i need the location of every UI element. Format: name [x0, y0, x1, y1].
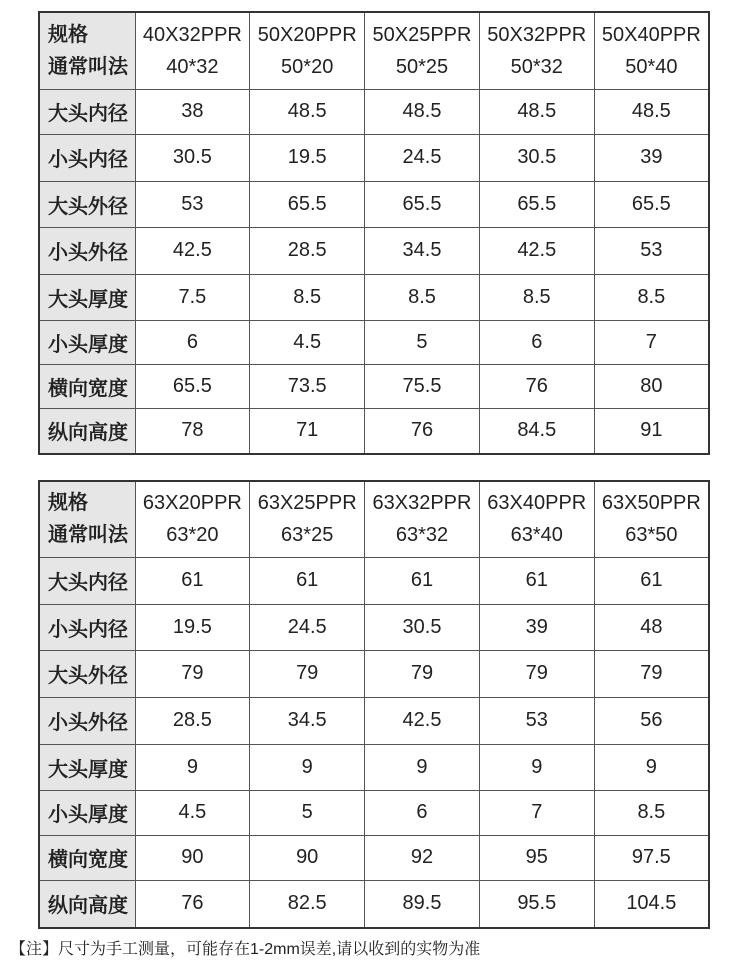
- column-header: [250, 481, 365, 557]
- table-cell: 79: [365, 650, 480, 697]
- header-label-cell: [39, 12, 135, 89]
- table-row: [39, 604, 709, 650]
- table-cell: 61: [479, 557, 594, 604]
- table-cell: 53: [594, 227, 709, 274]
- column-name: 50*40: [625, 55, 678, 78]
- table-row: [39, 274, 709, 320]
- row-label: 大头内径: [39, 557, 135, 604]
- table-cell: 90: [250, 835, 365, 880]
- table-cell: 92: [365, 835, 480, 880]
- table-cell: 53: [135, 181, 250, 227]
- table-cell: 24.5: [365, 134, 480, 181]
- table-cell: 42.5: [365, 697, 480, 744]
- table-cell: 84.5: [479, 408, 594, 454]
- table-cell: 8.5: [594, 790, 709, 835]
- row-label: 大头厚度: [39, 744, 135, 790]
- table-cell: 65.5: [479, 181, 594, 227]
- header-row: [39, 481, 709, 557]
- table-row: [39, 835, 709, 880]
- row-label: 小头外径: [39, 227, 135, 274]
- row-label: 大头内径: [39, 89, 135, 134]
- column-spec: 50X20PPR: [257, 23, 357, 46]
- column-spec: 63X20PPR: [142, 492, 242, 515]
- table-cell: 76: [479, 364, 594, 408]
- column-name: 50*25: [395, 55, 449, 78]
- table-cell: 48.5: [594, 89, 709, 134]
- table-cell: 78: [135, 408, 250, 454]
- row-label: 小头厚度: [39, 320, 135, 364]
- column-header: [135, 12, 250, 89]
- table-cell: 53: [479, 697, 594, 744]
- table-cell: 9: [479, 744, 594, 790]
- column-spec: 40X32PPR: [142, 23, 242, 46]
- table-cell: 5: [250, 790, 365, 835]
- table-cell: 71: [250, 408, 365, 454]
- table-cell: 90: [135, 835, 250, 880]
- table-cell: 76: [135, 880, 250, 928]
- header-label-cell: [39, 481, 135, 557]
- row-label: 小头厚度: [39, 790, 135, 835]
- table-cell: 34.5: [250, 697, 365, 744]
- column-name: 40*32: [166, 55, 219, 78]
- table-cell: 39: [479, 604, 594, 650]
- table-cell: 79: [479, 650, 594, 697]
- table-cell: 4.5: [135, 790, 250, 835]
- table-cell: 61: [250, 557, 365, 604]
- table-row: [39, 181, 709, 227]
- table-cell: 8.5: [479, 274, 594, 320]
- table-row: [39, 557, 709, 604]
- column-name: 63*40: [510, 524, 563, 547]
- table-cell: 6: [365, 790, 480, 835]
- table-row: [39, 364, 709, 408]
- table-row: [39, 134, 709, 181]
- column-spec: 63X40PPR: [487, 492, 587, 515]
- table-cell: 39: [594, 134, 709, 181]
- table-cell: 38: [135, 89, 250, 134]
- table-cell: 65.5: [135, 364, 250, 408]
- row-label: 小头外径: [39, 697, 135, 744]
- table-cell: 75.5: [365, 364, 480, 408]
- table-cell: 79: [135, 650, 250, 697]
- table-cell: 8.5: [594, 274, 709, 320]
- column-name: 50*32: [510, 55, 563, 78]
- column-header: [594, 12, 709, 89]
- table-cell: 19.5: [250, 134, 365, 181]
- table-cell: 61: [135, 557, 250, 604]
- table-row: [39, 227, 709, 274]
- header-label-spec: 规格: [48, 23, 88, 46]
- table-cell: 30.5: [365, 604, 480, 650]
- table-cell: 65.5: [594, 181, 709, 227]
- column-header: [365, 481, 480, 557]
- column-name: 63*20: [166, 524, 219, 547]
- table-cell: 7: [594, 320, 709, 364]
- table-cell: 65.5: [250, 181, 365, 227]
- column-header: [135, 481, 250, 557]
- table-cell: 6: [479, 320, 594, 364]
- row-label: 大头厚度: [39, 274, 135, 320]
- table-cell: 79: [250, 650, 365, 697]
- table-cell: 9: [135, 744, 250, 790]
- table-row: [39, 89, 709, 134]
- table-cell: 28.5: [135, 697, 250, 744]
- table-cell: 73.5: [250, 364, 365, 408]
- footnote: 【注】尺寸为手工测量，可能存在1-2mm误差,请以收到的实物为准: [10, 941, 481, 958]
- table-row: [39, 744, 709, 790]
- table-cell: 9: [250, 744, 365, 790]
- table-cell: 61: [365, 557, 480, 604]
- table-cell: 30.5: [479, 134, 594, 181]
- header-label-spec: 规格: [48, 492, 88, 515]
- row-label: 横向宽度: [39, 364, 135, 408]
- table-cell: 42.5: [135, 227, 250, 274]
- spec-table-2: [38, 480, 710, 929]
- row-label: 横向宽度: [39, 835, 135, 880]
- table-cell: 79: [594, 650, 709, 697]
- column-header: [594, 481, 709, 557]
- table-cell: 19.5: [135, 604, 250, 650]
- column-spec: 50X32PPR: [487, 23, 587, 46]
- table-cell: 91: [594, 408, 709, 454]
- row-label: 大头外径: [39, 181, 135, 227]
- column-name: 63*32: [395, 524, 449, 547]
- table-row: [39, 790, 709, 835]
- table-cell: 34.5: [365, 227, 480, 274]
- table-cell: 7.5: [135, 274, 250, 320]
- table-cell: 48.5: [479, 89, 594, 134]
- table-cell: 48.5: [250, 89, 365, 134]
- header-row: [39, 12, 709, 89]
- table-cell: 7: [479, 790, 594, 835]
- table-cell: 5: [365, 320, 480, 364]
- header-label-name: 通常叫法: [48, 55, 128, 78]
- table-cell: 95.5: [479, 880, 594, 928]
- header-label-name: 通常叫法: [48, 524, 128, 547]
- column-spec: 63X50PPR: [601, 492, 701, 515]
- table-cell: 30.5: [135, 134, 250, 181]
- table-cell: 28.5: [250, 227, 365, 274]
- table-cell: 42.5: [479, 227, 594, 274]
- column-spec: 63X32PPR: [372, 492, 472, 515]
- column-header: [479, 12, 594, 89]
- table-cell: 80: [594, 364, 709, 408]
- table-cell: 95: [479, 835, 594, 880]
- table-cell: 6: [135, 320, 250, 364]
- row-label: 纵向高度: [39, 880, 135, 928]
- table-cell: 9: [365, 744, 480, 790]
- spec-table-1: [38, 11, 710, 455]
- table-cell: 89.5: [365, 880, 480, 928]
- column-spec: 63X25PPR: [257, 492, 357, 515]
- table-cell: 4.5: [250, 320, 365, 364]
- table-cell: 48: [594, 604, 709, 650]
- table-row: [39, 880, 709, 928]
- table-cell: 24.5: [250, 604, 365, 650]
- column-spec: 50X40PPR: [601, 23, 701, 46]
- table-cell: 9: [594, 744, 709, 790]
- column-name: 63*25: [281, 524, 334, 547]
- column-spec: 50X25PPR: [372, 23, 472, 46]
- table-cell: 65.5: [365, 181, 480, 227]
- row-label: 小头内径: [39, 134, 135, 181]
- table-cell: 61: [594, 557, 709, 604]
- row-label: 大头外径: [39, 650, 135, 697]
- column-header: [479, 481, 594, 557]
- table-cell: 82.5: [250, 880, 365, 928]
- table-cell: 56: [594, 697, 709, 744]
- table-row: [39, 650, 709, 697]
- table-cell: 48.5: [365, 89, 480, 134]
- row-label: 小头内径: [39, 604, 135, 650]
- column-name: 63*50: [625, 524, 678, 547]
- table-row: [39, 697, 709, 744]
- table-row: [39, 320, 709, 364]
- table-cell: 8.5: [250, 274, 365, 320]
- column-name: 50*20: [281, 55, 334, 78]
- column-header: [250, 12, 365, 89]
- row-label: 纵向高度: [39, 408, 135, 454]
- table-cell: 8.5: [365, 274, 480, 320]
- table-cell: 97.5: [594, 835, 709, 880]
- table-cell: 76: [365, 408, 480, 454]
- table-cell: 104.5: [594, 880, 709, 928]
- table-row: [39, 408, 709, 454]
- column-header: [365, 12, 480, 89]
